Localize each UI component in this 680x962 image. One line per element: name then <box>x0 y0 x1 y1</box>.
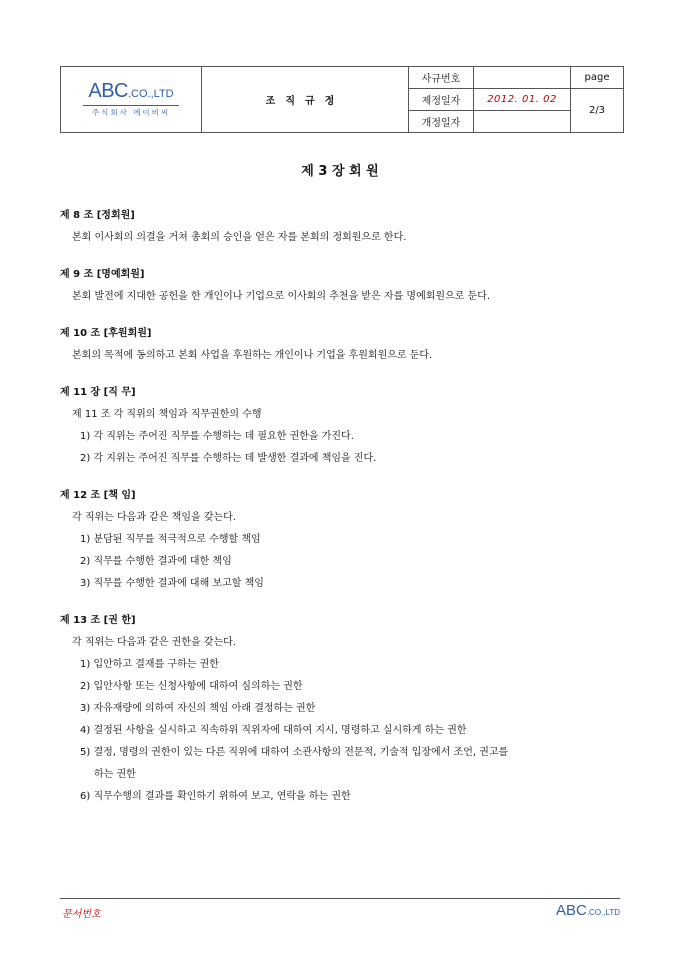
list-item: 1) 각 직위는 주어진 직무를 수행하는 데 필요한 권한을 가진다. <box>80 431 354 442</box>
list-item: 6) 직무수행의 결과를 확인하기 위하여 보고, 연락을 하는 권한 <box>80 791 351 802</box>
chapter-title: 제 3 장 회 원 <box>301 164 379 179</box>
article-intro: 제 11 조 각 직위의 책임과 직무권한의 수행 <box>72 409 262 420</box>
article-title: 제 8 조 [정회원] <box>60 210 135 221</box>
list-item: 2) 각 지위는 주어진 직무를 수행하는 데 발생한 결과에 책임을 진다. <box>80 453 377 464</box>
list-item: 4) 결정된 사항을 실시하고 직속하위 직위자에 대하여 지시, 명령하고 실시하게 하는 권한 <box>80 725 467 736</box>
page-label: page <box>571 67 624 89</box>
article-text: 본회 발전에 지대한 공헌을 한 개인이나 기업으로 이사회의 추천을 받은 자를 명예회원으로 둔다. <box>72 291 491 302</box>
logo-wordmark <box>61 81 201 104</box>
article-intro: 각 직위는 다음과 같은 책임을 갖는다. <box>72 512 236 523</box>
document-title: 조직규정 <box>202 67 409 133</box>
article-title: 제 12 조 [책 임] <box>60 490 136 501</box>
logo-underline <box>83 105 179 106</box>
value-enact-date: 2012. 01. 02 <box>474 89 571 111</box>
label-revise-date: 개정일자 <box>409 111 474 133</box>
footer-logo <box>556 902 620 920</box>
page-number: 2/3 <box>571 89 624 133</box>
list-item: 3) 자유재량에 의하여 자신의 책임 아래 결정하는 권한 <box>80 703 316 714</box>
company-logo <box>61 67 202 133</box>
list-item: 2) 직무를 수행한 결과에 대한 책임 <box>80 556 232 567</box>
list-item: 1) 분담된 직무를 적극적으로 수행할 책임 <box>80 534 261 545</box>
list-item: 3) 직무를 수행한 결과에 대해 보고할 책임 <box>80 578 264 589</box>
footer-document-number: 문서번호 <box>62 909 101 920</box>
value-revise-date <box>474 111 571 133</box>
footer-logo-abc: ABC <box>555 902 587 919</box>
label-rule-number: 사규번호 <box>409 67 474 89</box>
article-title: 제 9 조 [명예회원] <box>60 269 145 280</box>
logo-co: .CO.,LTD <box>127 88 174 100</box>
footer-logo-co: .CO.,LTD <box>586 908 620 917</box>
article-title: 제 13 조 [권 한] <box>60 615 136 626</box>
value-rule-number <box>474 67 571 89</box>
list-item: 1) 입안하고 결재를 구하는 권한 <box>80 659 219 670</box>
logo-abc: ABC <box>88 80 128 102</box>
article-title: 제 10 조 [후원회원] <box>60 328 152 339</box>
article-intro: 각 직위는 다음과 같은 권한을 갖는다. <box>72 637 236 648</box>
logo-subtitle: 주식회사 에이비씨 <box>91 108 171 117</box>
list-item: 5) 결정, 명령의 권한이 있는 다른 직위에 대하여 소관사항의 전문적, 기술적 입장에서 조언, 권고를 <box>80 747 509 758</box>
article-text: 본회의 목적에 동의하고 본회 사업을 후원하는 개인이나 기업을 후원회원으로 둔다. <box>72 350 433 361</box>
list-item: 2) 입안사항 또는 신청사항에 대하여 심의하는 권한 <box>80 681 303 692</box>
document-header-table <box>60 66 624 133</box>
list-item-continuation: 하는 권한 <box>94 769 136 780</box>
document-body <box>60 205 625 808</box>
article-text: 본회 이사회의 의결을 거쳐 총회의 승인을 얻은 자를 본회의 정회원으로 한다. <box>72 232 407 243</box>
label-enact-date: 제정일자 <box>409 89 474 111</box>
footer-divider <box>60 898 620 899</box>
article-title: 제 11 장 [직 무] <box>60 387 136 398</box>
